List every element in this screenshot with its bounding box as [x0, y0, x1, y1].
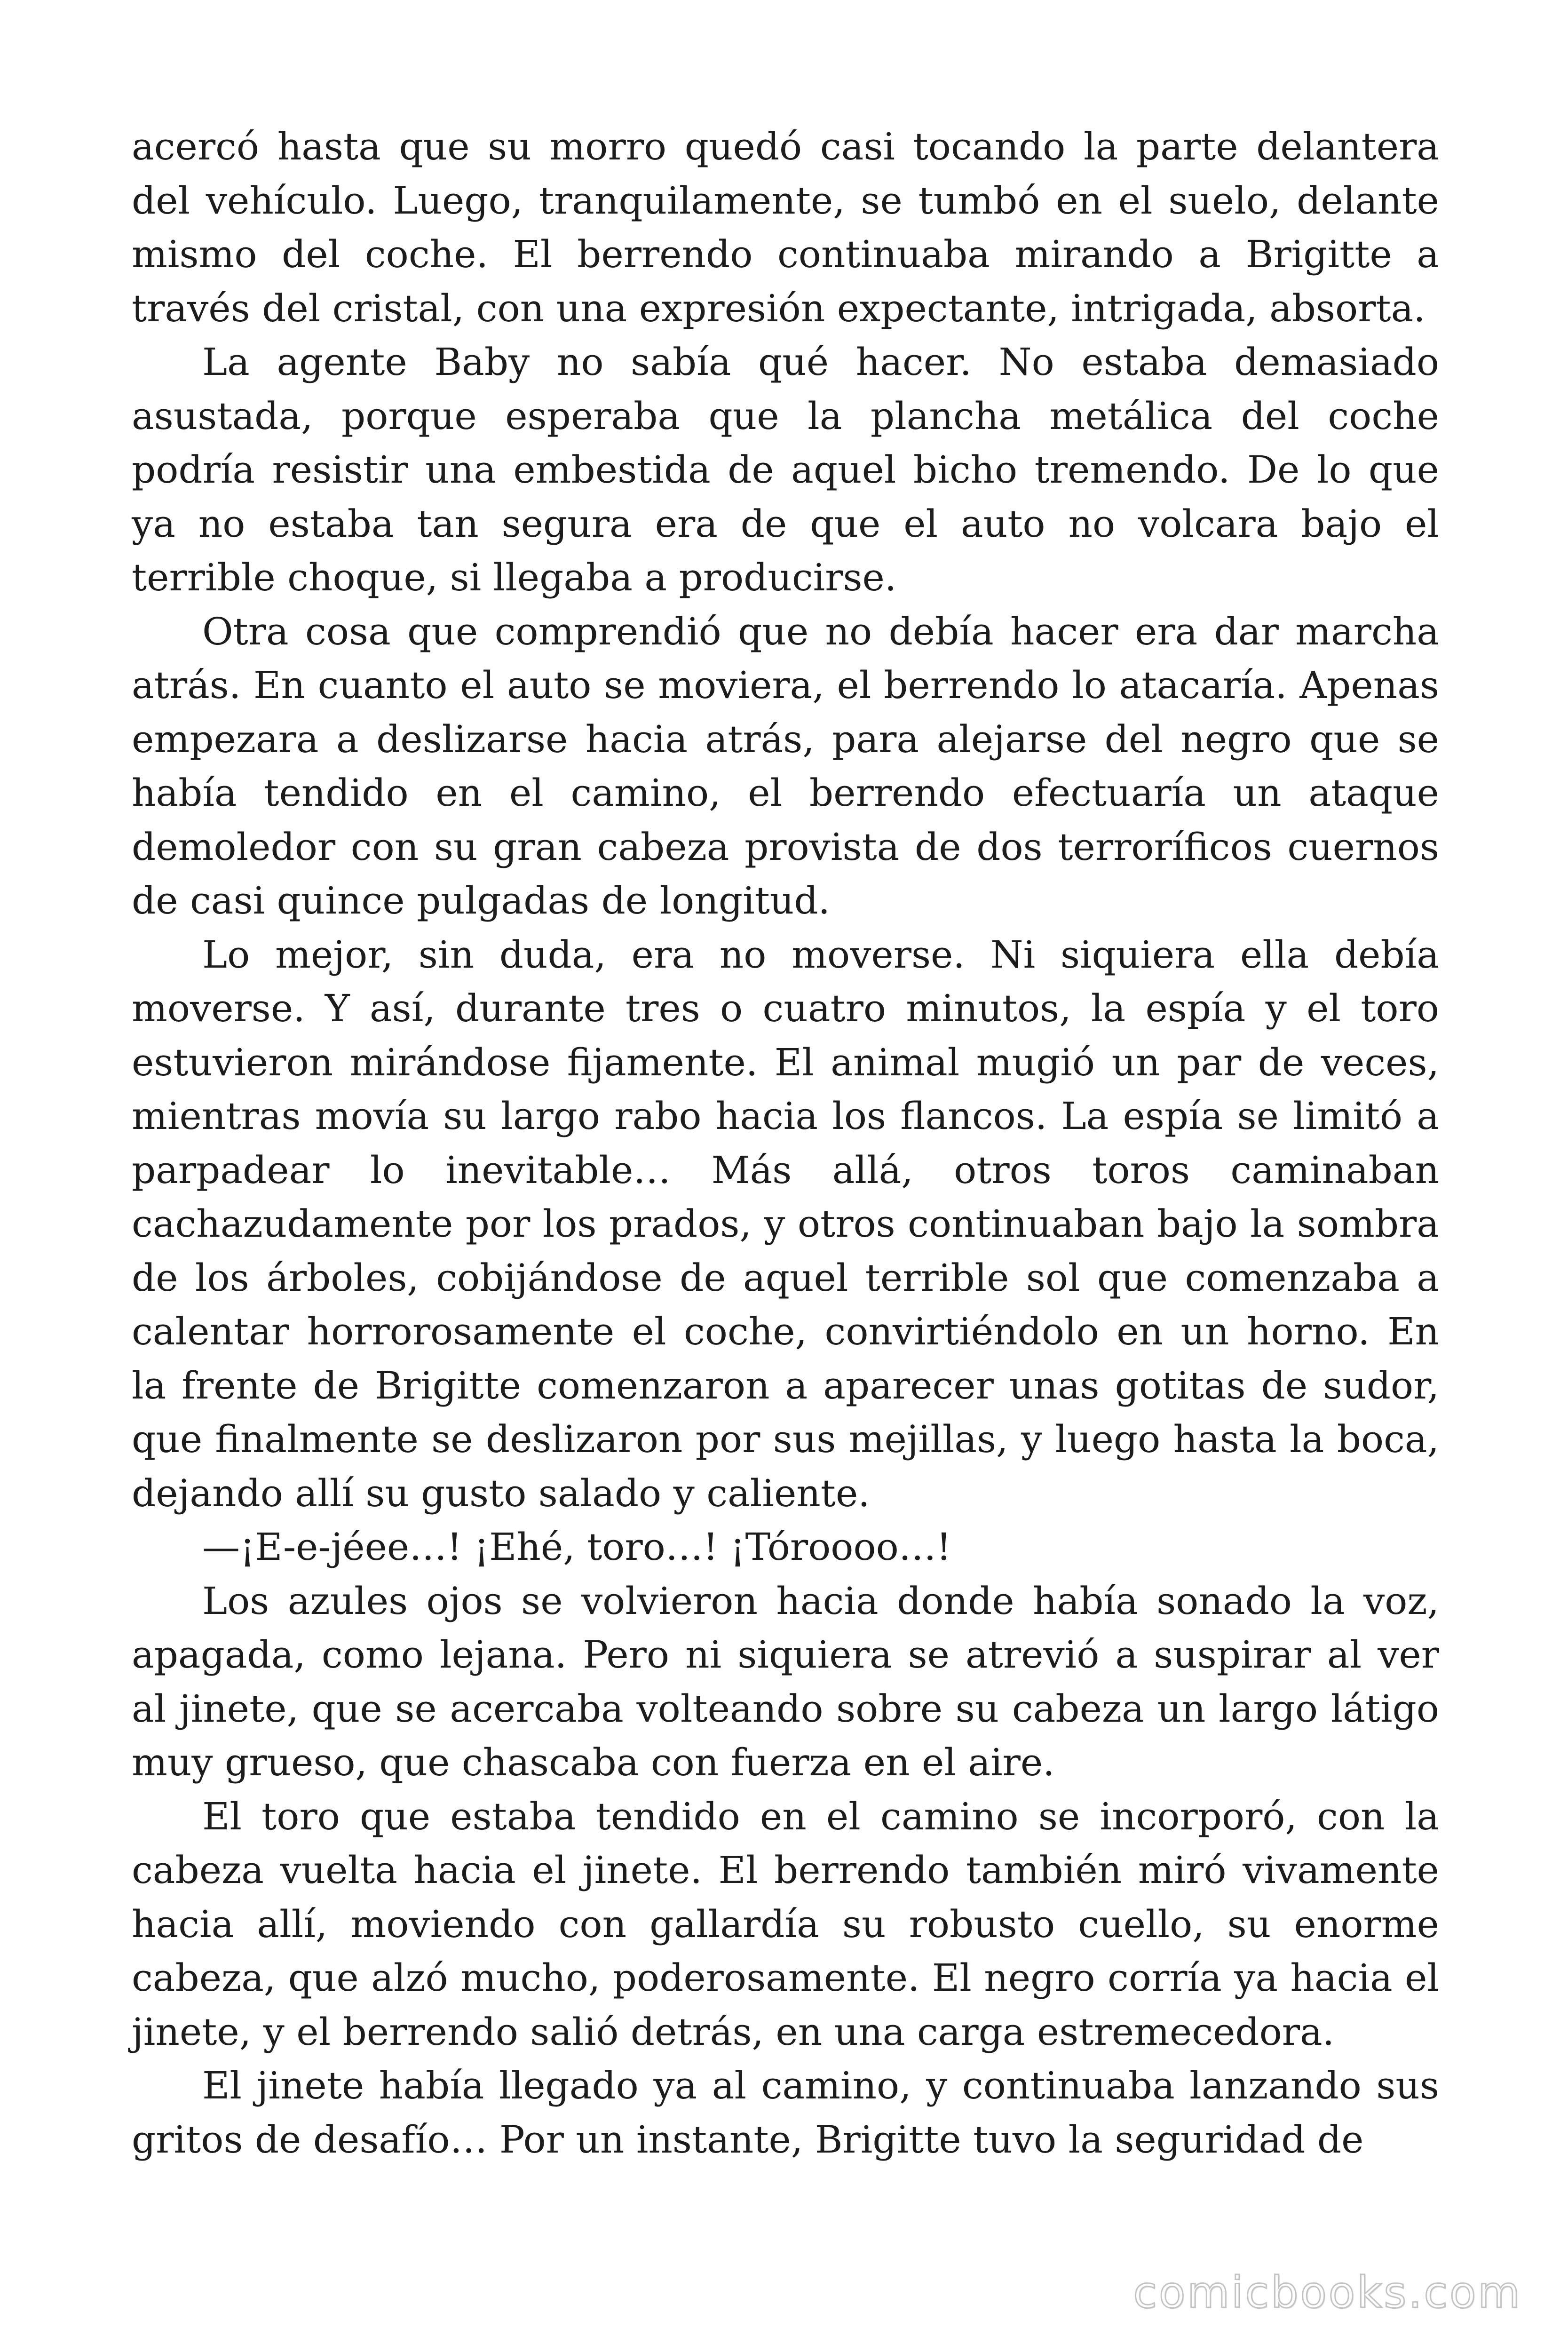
watermark-logo: comicbooks.com [1133, 2267, 1522, 2318]
book-page-text [132, 120, 1439, 2167]
paragraph-4: Lo mejor, sin duda, era no moverse. Ni siquiera ella debía moverse. Y así, durante tres o cuatro minutos, la espía y el toro estuvieron mirándose fijamente. El animal mugió un par de veces, mientras movía su largo rabo hacia los flancos. La espía se limitó a parpadear lo inevitable… Más allá, otros toros caminaban cachazudamente por los prados, y otros continuaban bajo la sombra de los árboles, cobijándose de aquel terrible sol que comenzaba a calentar horrorosamente el coche, convirtiéndolo en un horno. En la frente de Brigitte comenzaron a aparecer unas gotitas de sudor, que finalmente se deslizaron por sus mejillas, y luego hasta la boca, dejando allí su gusto salado y caliente. [132, 932, 1439, 1515]
paragraph-6: Los azules ojos se volvieron hacia donde había sonado la voz, apagada, como lejana. Pero ni siquiera se atrevió a suspirar al ver al jinete, que se acercaba volteando sobre su cabeza un largo látigo muy grueso, que chascaba con fuerza en el aire. [132, 1579, 1439, 1784]
paragraph-7: El toro que estaba tendido en el camino se incorporó, con la cabeza vuelta hacia el jinete. El berrendo también miró vivamente hacia allí, moviendo con gallardía su robusto cuello, su enorme cabeza, que alzó mucho, poderosamente. El negro corría ya hacia el jinete, y el berrendo salió detrás, en una carga estremecedora. [132, 1794, 1439, 2054]
paragraph-3: Otra cosa que comprendió que no debía hacer era dar marcha atrás. En cuanto el auto se moviera, el berrendo lo atacaría. Apenas empezara a deslizarse hacia atrás, para alejarse del negro que se había tendido en el camino, el berrendo efectuaría un ataque demoledor con su gran cabeza provista de dos terroríficos cuernos de casi quince pulgadas de longitud. [132, 609, 1439, 922]
paragraph-1: acercó hasta que su morro quedó casi tocando la parte delantera del vehículo. Luego, tranquilamente, se tumbó en el suelo, delante mismo del coche. El berrendo continuaba mirando a Brigitte a través del cristal, con una expresión expectante, intrigada, absorta. [132, 125, 1439, 330]
paragraph-8: El jinete había llegado ya al camino, y continuaba lanzando sus gritos de desafío… Por un instante, Brigitte tuvo la seguridad de [132, 2064, 1439, 2161]
paragraph-2: La agente Baby no sabía qué hacer. No estaba demasiado asustada, porque esperaba que la plancha metálica del coche podría resistir una embestida de aquel bicho tremendo. De lo que ya no estaba tan segura era de que el auto no volcara bajo el terrible choque, si llegaba a producirse. [132, 340, 1439, 599]
paragraph-dialogue: —¡E-e-jéee…! ¡Ehé, toro…! ¡Tóroooo…! [202, 1525, 951, 1569]
